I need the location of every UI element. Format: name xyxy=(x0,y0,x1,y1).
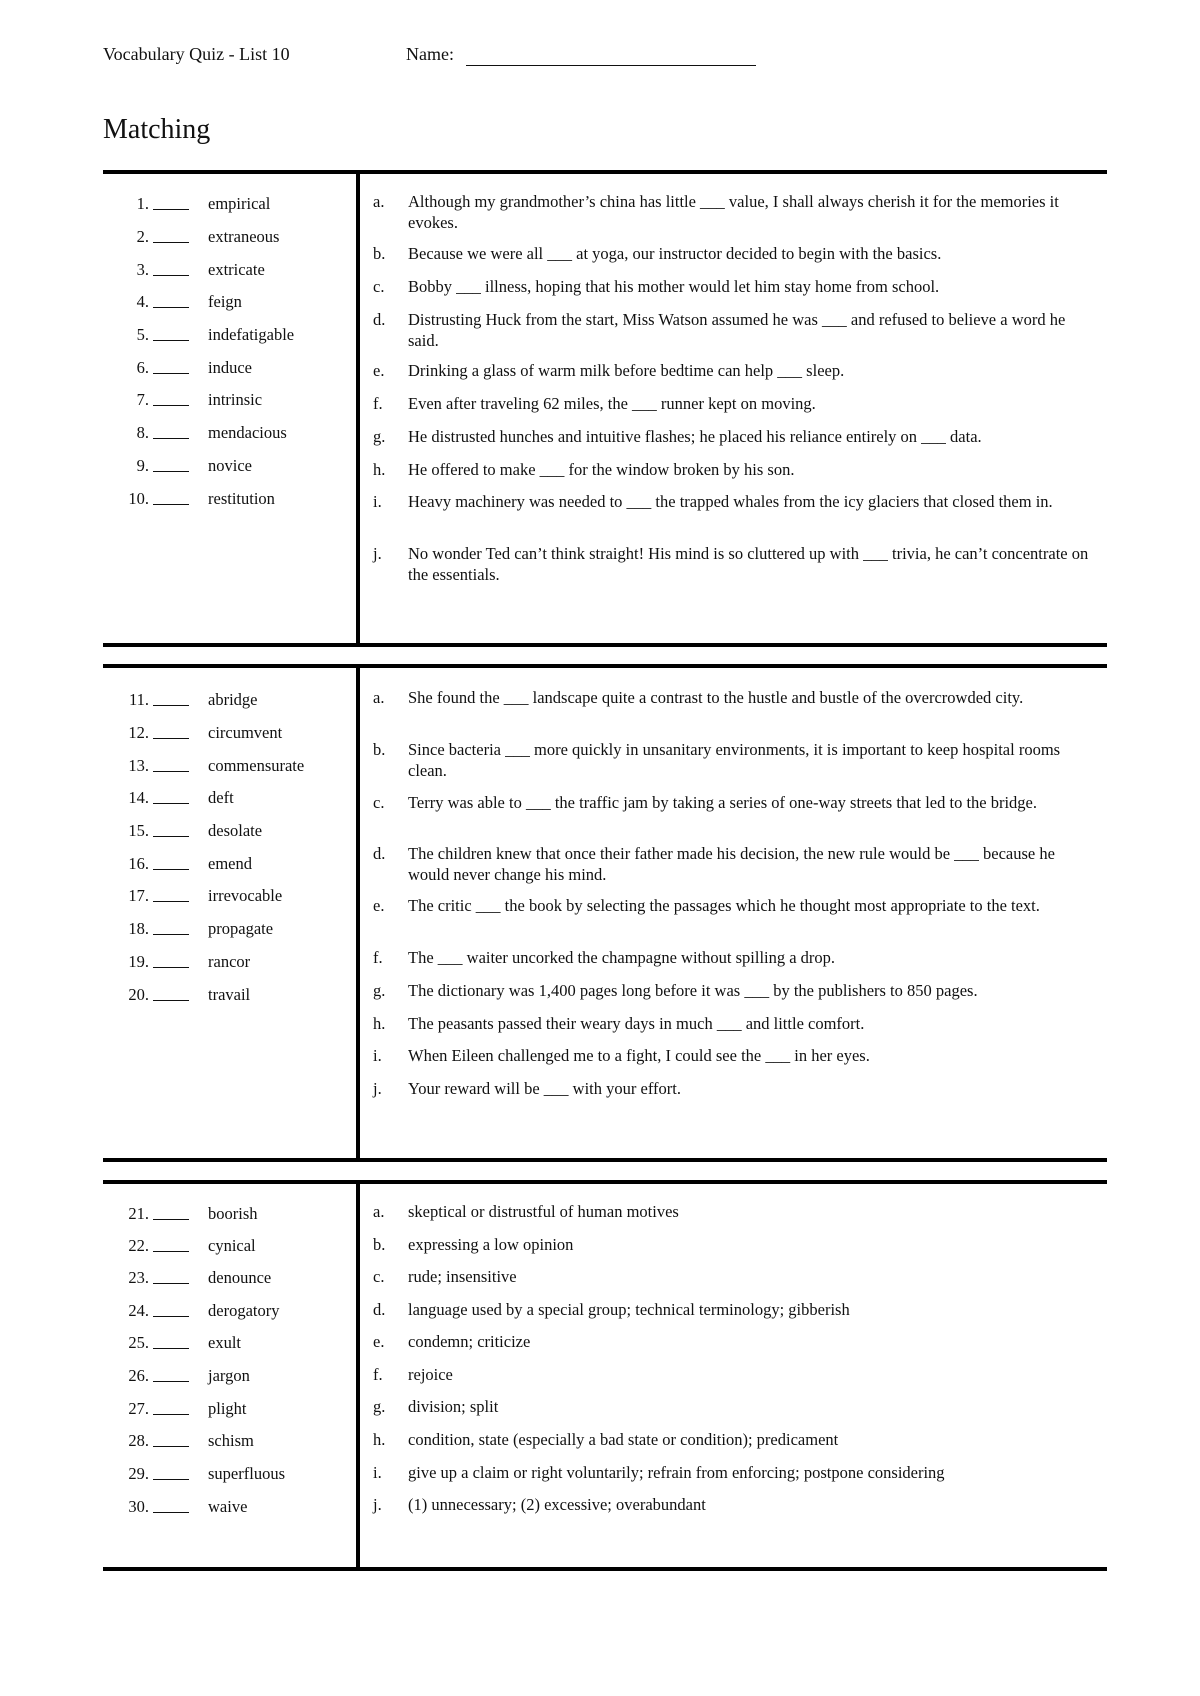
answer-blank[interactable] xyxy=(153,405,189,406)
choice-letter: g. xyxy=(373,1397,386,1416)
choice-text: He distrusted hunches and intuitive flashes; he placed his reliance entirely on ___ data. xyxy=(408,427,982,446)
choice-text: The peasants passed their weary days in much ___ and little comfort. xyxy=(408,1014,865,1033)
question-number: 15. xyxy=(128,821,149,840)
question-number: 17. xyxy=(128,886,149,905)
page-header xyxy=(103,44,1103,68)
matching-section-2 xyxy=(103,664,1107,1162)
choice-letter: f. xyxy=(373,1365,383,1384)
choice-letter: d. xyxy=(373,1300,386,1319)
vocab-term: extraneous xyxy=(208,227,280,246)
answer-blank[interactable] xyxy=(153,1316,189,1317)
choice-text: Since bacteria ___ more quickly in unsanitary environments, it is important to keep hospital rooms clean. xyxy=(408,740,1061,780)
choice-text: give up a claim or right voluntarily; refrain from enforcing; postpone considering xyxy=(408,1463,945,1482)
question-number: 5. xyxy=(136,325,149,344)
column-divider xyxy=(356,668,360,1158)
choice-text: (1) unnecessary; (2) excessive; overabundant xyxy=(408,1495,706,1514)
choice-text: Distrusting Huck from the start, Miss Watson assumed he was ___ and refused to believe a word he said. xyxy=(408,310,1066,350)
choice-letter: a. xyxy=(373,192,385,211)
answer-blank[interactable] xyxy=(153,771,189,772)
choice-letter: a. xyxy=(373,688,385,707)
vocab-term: rancor xyxy=(208,952,251,971)
answer-blank[interactable] xyxy=(153,1381,189,1382)
choice-text: She found the ___ landscape quite a contrast to the hustle and bustle of the overcrowded city. xyxy=(408,688,1024,707)
choice-letter: g. xyxy=(373,427,386,446)
vocab-term: derogatory xyxy=(208,1301,280,1320)
answer-blank[interactable] xyxy=(153,242,189,243)
question-number: 29. xyxy=(128,1464,149,1483)
answer-blank[interactable] xyxy=(153,1251,189,1252)
question-number: 28. xyxy=(128,1431,149,1450)
vocab-term: restitution xyxy=(208,489,275,508)
choice-text: Even after traveling 62 miles, the ___ runner kept on moving. xyxy=(408,394,816,413)
name-field[interactable] xyxy=(466,65,756,66)
answer-blank[interactable] xyxy=(153,1348,189,1349)
question-number: 26. xyxy=(128,1366,149,1385)
question-number: 18. xyxy=(128,919,149,938)
choice-text: The ___ waiter uncorked the champagne without spilling a drop. xyxy=(408,948,836,967)
choice-letter: e. xyxy=(373,896,385,915)
question-number: 2. xyxy=(136,227,149,246)
vocab-term: schism xyxy=(208,1431,254,1450)
vocab-term: jargon xyxy=(208,1366,250,1385)
answer-blank[interactable] xyxy=(153,1446,189,1447)
answer-blank[interactable] xyxy=(153,1479,189,1480)
choice-text: Drinking a glass of warm milk before bedtime can help ___ sleep. xyxy=(408,361,845,380)
choice-letter: j. xyxy=(373,1495,382,1514)
choice-letter: f. xyxy=(373,394,383,413)
question-number: 14. xyxy=(128,788,149,807)
answer-blank[interactable] xyxy=(153,438,189,439)
choice-text: condemn; criticize xyxy=(408,1332,531,1351)
answer-blank[interactable] xyxy=(153,340,189,341)
answer-blank[interactable] xyxy=(153,209,189,210)
answer-blank[interactable] xyxy=(153,967,189,968)
vocab-term: deft xyxy=(208,788,234,807)
vocab-term: abridge xyxy=(208,690,258,709)
choice-letter: b. xyxy=(373,1235,386,1254)
vocab-term: induce xyxy=(208,358,252,377)
vocab-term: plight xyxy=(208,1399,247,1418)
choice-letter: d. xyxy=(373,310,386,329)
question-number: 20. xyxy=(128,985,149,1004)
vocab-term: feign xyxy=(208,292,242,311)
question-number: 11. xyxy=(128,690,149,709)
choice-text: Bobby ___ illness, hoping that his mother would let him stay home from school. xyxy=(408,277,940,296)
choice-text: He offered to make ___ for the window broken by his son. xyxy=(408,460,795,479)
answer-blank[interactable] xyxy=(153,803,189,804)
choice-text: skeptical or distrustful of human motives xyxy=(408,1202,679,1221)
choice-text: division; split xyxy=(408,1397,499,1416)
vocab-term: circumvent xyxy=(208,723,283,742)
vocab-term: propagate xyxy=(208,919,274,938)
vocab-term: indefatigable xyxy=(208,325,295,344)
choice-letter: g. xyxy=(373,981,386,1000)
vocab-term: cynical xyxy=(208,1236,256,1255)
answer-blank[interactable] xyxy=(153,934,189,935)
question-number: 16. xyxy=(128,854,149,873)
vocab-term: novice xyxy=(208,456,252,475)
choice-text: The children knew that once their father made his decision, the new rule would be ___ because he would never change his mind. xyxy=(408,844,1055,884)
answer-blank[interactable] xyxy=(153,1283,189,1284)
choice-letter: i. xyxy=(373,1046,382,1065)
vocab-term: empirical xyxy=(208,194,271,213)
choice-text: rude; insensitive xyxy=(408,1267,517,1286)
question-number: 8. xyxy=(136,423,149,442)
choice-letter: f. xyxy=(373,948,383,967)
choice-letter: i. xyxy=(373,492,382,511)
vocab-term: intrinsic xyxy=(208,390,263,409)
question-number: 12. xyxy=(128,723,149,742)
answer-blank[interactable] xyxy=(153,1512,189,1513)
choice-text: Because we were all ___ at yoga, our instructor decided to begin with the basics. xyxy=(408,244,942,263)
question-number: 25. xyxy=(128,1333,149,1352)
answer-blank[interactable] xyxy=(153,869,189,870)
choice-letter: j. xyxy=(373,544,382,563)
vocab-term: exult xyxy=(208,1333,241,1352)
question-number: 24. xyxy=(128,1301,149,1320)
answer-blank[interactable] xyxy=(153,275,189,276)
question-number: 21. xyxy=(128,1204,149,1223)
question-number: 3. xyxy=(136,260,149,279)
vocab-term: irrevocable xyxy=(208,886,283,905)
section-title: Matching xyxy=(103,114,211,145)
choice-text: Heavy machinery was needed to ___ the trapped whales from the icy glaciers that closed them in. xyxy=(408,492,1053,511)
choice-letter: b. xyxy=(373,244,386,263)
answer-blank[interactable] xyxy=(153,1414,189,1415)
choice-letter: b. xyxy=(373,740,386,759)
answer-blank[interactable] xyxy=(153,705,189,706)
choice-text: expressing a low opinion xyxy=(408,1235,574,1254)
choice-text: Your reward will be ___ with your effort. xyxy=(408,1079,681,1098)
question-number: 23. xyxy=(128,1268,149,1287)
column-divider xyxy=(356,1184,360,1567)
choice-letter: a. xyxy=(373,1202,385,1221)
question-number: 27. xyxy=(128,1399,149,1418)
choice-letter: c. xyxy=(373,793,385,812)
answer-blank[interactable] xyxy=(153,836,189,837)
choice-letter: i. xyxy=(373,1463,382,1482)
choice-text: rejoice xyxy=(408,1365,453,1384)
choice-text: When Eileen challenged me to a fight, I could see the ___ in her eyes. xyxy=(408,1046,870,1065)
choice-text: language used by a special group; technical terminology; gibberish xyxy=(408,1300,850,1319)
question-number: 7. xyxy=(136,390,149,409)
question-number: 9. xyxy=(136,456,149,475)
matching-section-1 xyxy=(103,170,1107,647)
question-number: 6. xyxy=(136,358,149,377)
question-number: 22. xyxy=(128,1236,149,1255)
choice-letter: j. xyxy=(373,1079,382,1098)
vocab-term: denounce xyxy=(208,1268,272,1287)
column-divider xyxy=(356,174,360,643)
answer-blank[interactable] xyxy=(153,738,189,739)
vocab-term: extricate xyxy=(208,260,265,279)
vocab-term: waive xyxy=(208,1497,248,1516)
answer-blank[interactable] xyxy=(153,471,189,472)
choice-letter: d. xyxy=(373,844,386,863)
choice-text: Although my grandmother’s china has little ___ value, I shall always cherish it for the memories it evokes. xyxy=(408,192,1059,232)
choice-text: condition, state (especially a bad state or condition); predicament xyxy=(408,1430,839,1449)
name-label: Name: xyxy=(406,44,454,64)
choice-letter: c. xyxy=(373,277,385,296)
answer-blank[interactable] xyxy=(153,307,189,308)
choice-letter: h. xyxy=(373,460,386,479)
choice-letter: h. xyxy=(373,1014,386,1033)
question-number: 30. xyxy=(128,1497,149,1516)
choice-letter: c. xyxy=(373,1267,385,1286)
question-number: 10. xyxy=(128,489,149,508)
vocab-term: mendacious xyxy=(208,423,287,442)
vocab-term: travail xyxy=(208,985,251,1004)
choice-letter: e. xyxy=(373,361,385,380)
choice-text: Terry was able to ___ the traffic jam by taking a series of one-way streets that led to the bridge. xyxy=(408,793,1037,812)
question-number: 19. xyxy=(128,952,149,971)
answer-blank[interactable] xyxy=(153,1219,189,1220)
choice-text: The critic ___ the book by selecting the passages which he thought most appropriate to the text. xyxy=(408,896,1040,915)
quiz-title: Vocabulary Quiz - List 10 xyxy=(103,44,290,64)
choice-letter: h. xyxy=(373,1430,386,1449)
question-number: 1. xyxy=(136,194,149,213)
answer-blank[interactable] xyxy=(153,504,189,505)
vocab-term: commensurate xyxy=(208,756,305,775)
answer-blank[interactable] xyxy=(153,373,189,374)
vocab-term: boorish xyxy=(208,1204,258,1223)
choice-text: The dictionary was 1,400 pages long before it was ___ by the publishers to 850 pages. xyxy=(408,981,978,1000)
vocab-term: desolate xyxy=(208,821,263,840)
choice-letter: e. xyxy=(373,1332,385,1351)
answer-blank[interactable] xyxy=(153,901,189,902)
vocab-term: emend xyxy=(208,854,252,873)
matching-section-3 xyxy=(103,1180,1107,1571)
vocab-term: superfluous xyxy=(208,1464,285,1483)
question-number: 4. xyxy=(136,292,149,311)
answer-blank[interactable] xyxy=(153,1000,189,1001)
question-number: 13. xyxy=(128,756,149,775)
choice-text: No wonder Ted can’t think straight! His mind is so cluttered up with ___ trivia, he can’t concentrate on the essentials. xyxy=(408,544,1089,584)
